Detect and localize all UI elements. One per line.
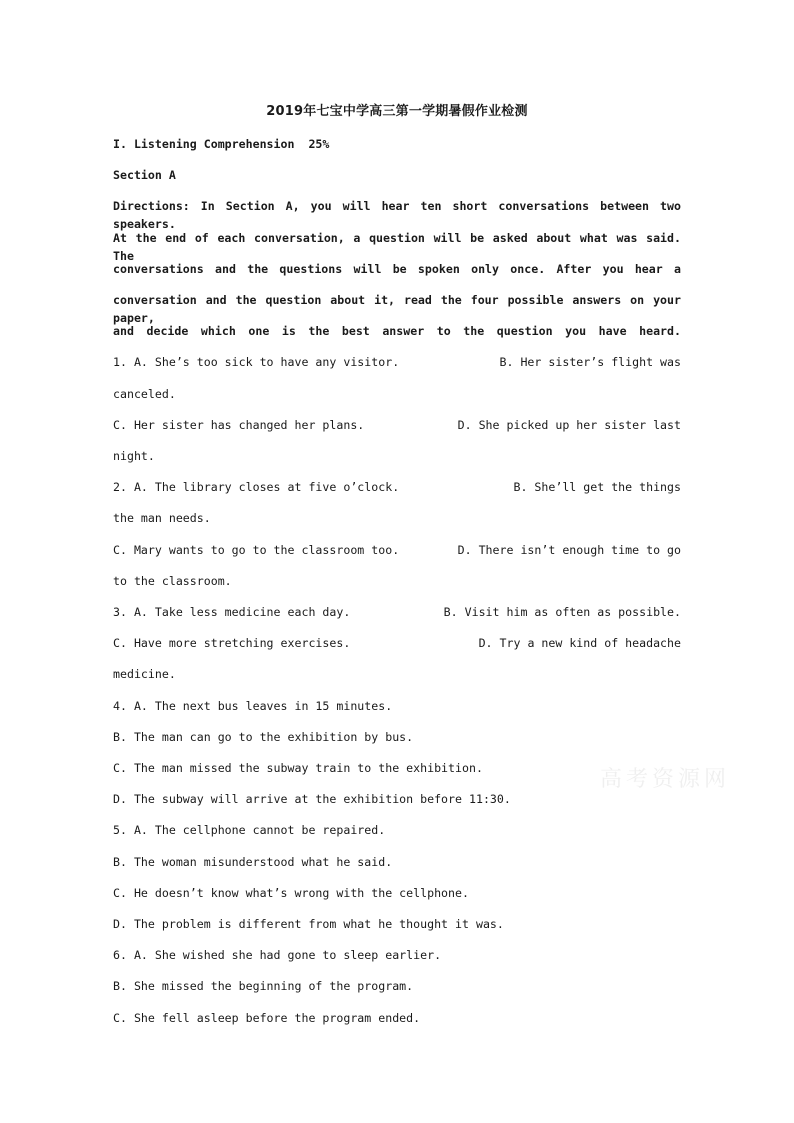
question-1-option-d: D. She picked up her sister last [457,418,681,432]
question-5-option-b: B. The woman misunderstood what he said. [113,855,393,869]
directions-line-5: and decide which one is the best answer to the question you have heard. [113,324,681,338]
question-2-option-b-continued: the man needs. [113,511,211,525]
question-3-option-d-continued: medicine. [113,667,176,681]
question-2-option-a: 2. A. The library closes at five o’clock. [113,480,400,494]
question-6-option-b: B. She missed the beginning of the program. [113,979,414,993]
question-3-row-2 [113,634,681,652]
question-4-option-a: 4. A. The next bus leaves in 15 minutes. [113,699,393,713]
question-2-option-b: B. She’ll get the things [513,480,681,494]
question-1-row-1 [113,353,681,371]
question-1-row-2 [113,416,681,434]
question-2-row-2 [113,541,681,559]
question-1-option-d-continued: night. [113,449,155,463]
question-1-option-b: B. Her sister’s flight was [499,355,681,369]
question-3-row-1 [113,603,681,621]
directions-line-1: Directions: In Section A, you will hear ten short conversations between two speakers. [113,199,681,231]
question-6-option-c: C. She fell asleep before the program ended. [113,1011,421,1025]
question-3-option-d: D. Try a new kind of headache [478,636,681,650]
page-title: 2019年七宝中学高三第一学期暑假作业检测 [266,104,528,119]
directions-line-2: At the end of each conversation, a question will be asked about what was said. The [113,231,681,263]
directions-line-4: conversation and the question about it, read the four possible answers on your paper, [113,293,681,325]
question-5-option-a: 5. A. The cellphone cannot be repaired. [113,823,386,837]
question-4-option-c: C. The man missed the subway train to the exhibition. [113,761,483,775]
directions-line-3: conversations and the questions will be spoken only once. After you hear a [113,262,681,276]
question-2-option-c: C. Mary wants to go to the classroom too. [113,543,400,557]
watermark-text: 高考资源网 [600,767,731,792]
part-heading: I. Listening Comprehension 25% [113,137,330,151]
question-1-option-c: C. Her sister has changed her plans. [113,418,365,432]
question-4-option-b: B. The man can go to the exhibition by bus. [113,730,414,744]
question-4-option-d: D. The subway will arrive at the exhibition before 11:30. [113,792,511,806]
question-2-row-1 [113,478,681,496]
question-5-option-d: D. The problem is different from what he thought it was. [113,917,504,931]
question-3-option-a: 3. A. Take less medicine each day. [113,605,351,619]
question-3-option-b: B. Visit him as often as possible. [443,605,681,619]
question-3-option-c: C. Have more stretching exercises. [113,636,351,650]
question-2-option-d-continued: to the classroom. [113,574,232,588]
question-2-option-d: D. There isn’t enough time to go [457,543,681,557]
question-6-option-a: 6. A. She wished she had gone to sleep earlier. [113,948,442,962]
question-5-option-c: C. He doesn’t know what’s wrong with the cellphone. [113,886,469,900]
question-1-option-a: 1. A. She’s too sick to have any visitor. [113,355,400,369]
question-1-option-b-continued: canceled. [113,387,176,401]
section-heading: Section A [113,168,176,182]
